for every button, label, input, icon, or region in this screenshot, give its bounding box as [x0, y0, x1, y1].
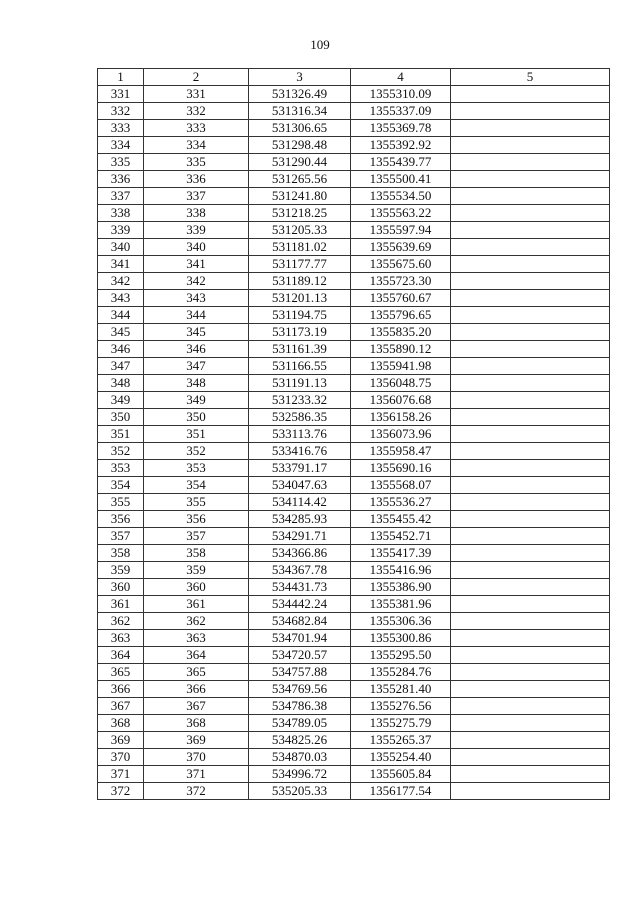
table-row: [98, 256, 610, 273]
table-cell: 368: [144, 715, 249, 732]
table-cell: 343: [98, 290, 144, 307]
table-row: [98, 630, 610, 647]
table-row: [98, 392, 610, 409]
table-cell: 531191.13: [249, 375, 351, 392]
table-cell: [451, 613, 610, 630]
table-cell: 534285.93: [249, 511, 351, 528]
table-cell: 531218.25: [249, 205, 351, 222]
table-cell: 531201.13: [249, 290, 351, 307]
table-cell: 531326.49: [249, 86, 351, 103]
table-cell: 334: [98, 137, 144, 154]
table-cell: [451, 307, 610, 324]
table-cell: 367: [144, 698, 249, 715]
table-cell: 342: [98, 273, 144, 290]
table-cell: 1355958.47: [351, 443, 451, 460]
table-cell: 339: [98, 222, 144, 239]
table-cell: [451, 392, 610, 409]
table-row: [98, 528, 610, 545]
table-cell: 1355439.77: [351, 154, 451, 171]
table-cell: 534769.56: [249, 681, 351, 698]
table-cell: 339: [144, 222, 249, 239]
table-cell: [451, 460, 610, 477]
column-header: 1: [98, 69, 144, 86]
table-cell: 534870.03: [249, 749, 351, 766]
table-cell: 348: [144, 375, 249, 392]
table-cell: 371: [144, 766, 249, 783]
table-cell: [451, 681, 610, 698]
table-cell: [451, 579, 610, 596]
table-cell: [451, 426, 610, 443]
table-row: [98, 358, 610, 375]
table-cell: [451, 545, 610, 562]
table-cell: 535205.33: [249, 783, 351, 800]
table-cell: 1355563.22: [351, 205, 451, 222]
table-cell: [451, 205, 610, 222]
table-cell: 361: [144, 596, 249, 613]
table-cell: 1356073.96: [351, 426, 451, 443]
column-header: 4: [351, 69, 451, 86]
table-cell: [451, 664, 610, 681]
table-cell: 340: [98, 239, 144, 256]
table-row: [98, 460, 610, 477]
table-cell: 534701.94: [249, 630, 351, 647]
table-row: [98, 171, 610, 188]
table-cell: 532586.35: [249, 409, 351, 426]
table-cell: 357: [144, 528, 249, 545]
table-cell: 1355723.30: [351, 273, 451, 290]
table-cell: 336: [98, 171, 144, 188]
table-cell: 534367.78: [249, 562, 351, 579]
table-row: [98, 715, 610, 732]
table-cell: [451, 698, 610, 715]
table-cell: 534757.88: [249, 664, 351, 681]
table-cell: 349: [144, 392, 249, 409]
table-cell: 342: [144, 273, 249, 290]
table-cell: 353: [144, 460, 249, 477]
table-cell: 534996.72: [249, 766, 351, 783]
table-cell: 337: [144, 188, 249, 205]
column-header: 2: [144, 69, 249, 86]
table-cell: 1355295.50: [351, 647, 451, 664]
table-cell: 534114.42: [249, 494, 351, 511]
table-cell: 534291.71: [249, 528, 351, 545]
table-cell: 334: [144, 137, 249, 154]
table-cell: 359: [144, 562, 249, 579]
table-cell: [451, 443, 610, 460]
table-cell: 531316.34: [249, 103, 351, 120]
table-row: [98, 222, 610, 239]
table-cell: 1355455.42: [351, 511, 451, 528]
table-cell: [451, 715, 610, 732]
table-cell: 357: [98, 528, 144, 545]
table-cell: [451, 562, 610, 579]
table-cell: 346: [98, 341, 144, 358]
table-cell: 365: [98, 664, 144, 681]
table-cell: 335: [98, 154, 144, 171]
table-row: [98, 324, 610, 341]
table-row: [98, 290, 610, 307]
table-cell: 534366.86: [249, 545, 351, 562]
page-number: 109: [310, 37, 330, 52]
table-cell: 1355300.86: [351, 630, 451, 647]
table-cell: 531241.80: [249, 188, 351, 205]
table-cell: 351: [98, 426, 144, 443]
table-cell: 1355534.50: [351, 188, 451, 205]
table-cell: 1355386.90: [351, 579, 451, 596]
table-cell: [451, 783, 610, 800]
table-row: [98, 664, 610, 681]
table-cell: 534789.05: [249, 715, 351, 732]
table-cell: [451, 596, 610, 613]
table-cell: 534442.24: [249, 596, 351, 613]
table-cell: [451, 647, 610, 664]
table-row: [98, 783, 610, 800]
table-cell: 1355254.40: [351, 749, 451, 766]
table-row: [98, 613, 610, 630]
table-cell: 1355337.09: [351, 103, 451, 120]
table-cell: 1355890.12: [351, 341, 451, 358]
table-cell: 358: [144, 545, 249, 562]
table-row: [98, 766, 610, 783]
table-cell: 348: [98, 375, 144, 392]
table-cell: 531306.65: [249, 120, 351, 137]
table-cell: 1355416.96: [351, 562, 451, 579]
table-cell: 359: [98, 562, 144, 579]
table-row: [98, 579, 610, 596]
table-body: [98, 69, 610, 800]
table-cell: 372: [144, 783, 249, 800]
table-cell: [451, 239, 610, 256]
table-row: [98, 86, 610, 103]
table-cell: 1355536.27: [351, 494, 451, 511]
table-cell: 1356076.68: [351, 392, 451, 409]
table-row: [98, 205, 610, 222]
column-header: 3: [249, 69, 351, 86]
table-cell: [451, 290, 610, 307]
table-cell: 363: [98, 630, 144, 647]
table-cell: [451, 154, 610, 171]
table-cell: 338: [98, 205, 144, 222]
table-cell: 367: [98, 698, 144, 715]
table-cell: 333: [144, 120, 249, 137]
table-cell: 349: [98, 392, 144, 409]
table-cell: 344: [144, 307, 249, 324]
table-row: [98, 154, 610, 171]
table-cell: 360: [144, 579, 249, 596]
table-cell: 531290.44: [249, 154, 351, 171]
table-cell: 531177.77: [249, 256, 351, 273]
table-cell: [451, 409, 610, 426]
table-cell: 372: [98, 783, 144, 800]
table-cell: 358: [98, 545, 144, 562]
table-cell: 332: [98, 103, 144, 120]
table-row: [98, 307, 610, 324]
table-row: [98, 511, 610, 528]
table-cell: 335: [144, 154, 249, 171]
table-cell: 333: [98, 120, 144, 137]
table-row: [98, 273, 610, 290]
table-cell: [451, 494, 610, 511]
table-cell: 363: [144, 630, 249, 647]
table-row: [98, 137, 610, 154]
table-cell: 350: [144, 409, 249, 426]
table-cell: 1355941.98: [351, 358, 451, 375]
table-header-row: [98, 69, 610, 86]
table-cell: 1355369.78: [351, 120, 451, 137]
table-cell: 345: [98, 324, 144, 341]
table-row: [98, 341, 610, 358]
table-cell: 1355639.69: [351, 239, 451, 256]
table-cell: 356: [98, 511, 144, 528]
table-cell: 353: [98, 460, 144, 477]
table-cell: 331: [144, 86, 249, 103]
table-cell: 531173.19: [249, 324, 351, 341]
table-cell: [451, 256, 610, 273]
table-cell: [451, 358, 610, 375]
table-cell: 531161.39: [249, 341, 351, 358]
table-cell: 355: [144, 494, 249, 511]
table-cell: 350: [98, 409, 144, 426]
table-cell: 354: [144, 477, 249, 494]
table-cell: 369: [144, 732, 249, 749]
table-cell: 343: [144, 290, 249, 307]
table-cell: [451, 222, 610, 239]
table-cell: 1355276.56: [351, 698, 451, 715]
table-row: [98, 477, 610, 494]
table-row: [98, 749, 610, 766]
table-cell: 1355284.76: [351, 664, 451, 681]
table-cell: 534047.63: [249, 477, 351, 494]
table-cell: 1355500.41: [351, 171, 451, 188]
table-cell: 362: [98, 613, 144, 630]
table-cell: 347: [144, 358, 249, 375]
table-cell: [451, 477, 610, 494]
table-cell: 1355690.16: [351, 460, 451, 477]
table-row: [98, 698, 610, 715]
table-cell: 351: [144, 426, 249, 443]
table-cell: 1355452.71: [351, 528, 451, 545]
table-cell: 534720.57: [249, 647, 351, 664]
table-cell: 531205.33: [249, 222, 351, 239]
table-cell: [451, 171, 610, 188]
table-cell: 533113.76: [249, 426, 351, 443]
table-cell: 1355597.94: [351, 222, 451, 239]
table-cell: 1355281.40: [351, 681, 451, 698]
table-cell: 531265.56: [249, 171, 351, 188]
table-cell: 354: [98, 477, 144, 494]
table-cell: 346: [144, 341, 249, 358]
table-cell: 368: [98, 715, 144, 732]
table-cell: 1355310.09: [351, 86, 451, 103]
table-cell: 1355265.37: [351, 732, 451, 749]
table-cell: 1355675.60: [351, 256, 451, 273]
table-cell: 1355417.39: [351, 545, 451, 562]
table-cell: 364: [98, 647, 144, 664]
table-row: [98, 443, 610, 460]
table-cell: 531189.12: [249, 273, 351, 290]
table-row: [98, 103, 610, 120]
table-cell: 365: [144, 664, 249, 681]
table-row: [98, 409, 610, 426]
table-cell: 360: [98, 579, 144, 596]
table-cell: 1356177.54: [351, 783, 451, 800]
table-row: [98, 732, 610, 749]
table-cell: 534431.73: [249, 579, 351, 596]
table-cell: [451, 137, 610, 154]
table-cell: 356: [144, 511, 249, 528]
table-cell: [451, 273, 610, 290]
table-row: [98, 120, 610, 137]
table-cell: 352: [144, 443, 249, 460]
table-cell: 341: [144, 256, 249, 273]
table-cell: 336: [144, 171, 249, 188]
table-cell: [451, 103, 610, 120]
table-cell: [451, 630, 610, 647]
table-cell: 1355835.20: [351, 324, 451, 341]
table-cell: [451, 375, 610, 392]
table-cell: 370: [98, 749, 144, 766]
table-cell: 331: [98, 86, 144, 103]
table-cell: [451, 732, 610, 749]
table-cell: 347: [98, 358, 144, 375]
table-cell: 531194.75: [249, 307, 351, 324]
table-cell: 1355275.79: [351, 715, 451, 732]
table-cell: 1355760.67: [351, 290, 451, 307]
table-cell: 352: [98, 443, 144, 460]
column-header: 5: [451, 69, 610, 86]
table-cell: 1355568.07: [351, 477, 451, 494]
table-cell: 1356158.26: [351, 409, 451, 426]
table-cell: 370: [144, 749, 249, 766]
table-cell: 1355605.84: [351, 766, 451, 783]
table-cell: 344: [98, 307, 144, 324]
table-cell: 341: [98, 256, 144, 273]
table-cell: 366: [98, 681, 144, 698]
table-cell: 534786.38: [249, 698, 351, 715]
table-cell: 361: [98, 596, 144, 613]
table-row: [98, 681, 610, 698]
table-cell: [451, 86, 610, 103]
table-cell: [451, 528, 610, 545]
table-row: [98, 545, 610, 562]
table-cell: 362: [144, 613, 249, 630]
table-row: [98, 494, 610, 511]
table-row: [98, 375, 610, 392]
table-cell: [451, 324, 610, 341]
coordinates-table: [97, 68, 610, 800]
table-cell: 531181.02: [249, 239, 351, 256]
table-cell: 1355306.36: [351, 613, 451, 630]
table-row: [98, 188, 610, 205]
table-cell: 337: [98, 188, 144, 205]
table-cell: 534825.26: [249, 732, 351, 749]
table-cell: 345: [144, 324, 249, 341]
table-cell: 371: [98, 766, 144, 783]
table-cell: 364: [144, 647, 249, 664]
table-row: [98, 596, 610, 613]
table-cell: [451, 188, 610, 205]
table-row: [98, 562, 610, 579]
table-cell: 533416.76: [249, 443, 351, 460]
table-cell: [451, 120, 610, 137]
table-row: [98, 426, 610, 443]
table-cell: 355: [98, 494, 144, 511]
table-cell: [451, 749, 610, 766]
table-row: [98, 647, 610, 664]
table-cell: 1355381.96: [351, 596, 451, 613]
table-cell: 531298.48: [249, 137, 351, 154]
table-cell: 369: [98, 732, 144, 749]
table-cell: [451, 766, 610, 783]
table-cell: 531166.55: [249, 358, 351, 375]
table-cell: [451, 511, 610, 528]
table-cell: 1356048.75: [351, 375, 451, 392]
table-cell: 1355392.92: [351, 137, 451, 154]
table-cell: 338: [144, 205, 249, 222]
table-row: [98, 239, 610, 256]
table-cell: 340: [144, 239, 249, 256]
table-cell: 533791.17: [249, 460, 351, 477]
table-cell: 366: [144, 681, 249, 698]
table-cell: [451, 341, 610, 358]
table-cell: 332: [144, 103, 249, 120]
table-cell: 1355796.65: [351, 307, 451, 324]
table-cell: 534682.84: [249, 613, 351, 630]
table-cell: 531233.32: [249, 392, 351, 409]
